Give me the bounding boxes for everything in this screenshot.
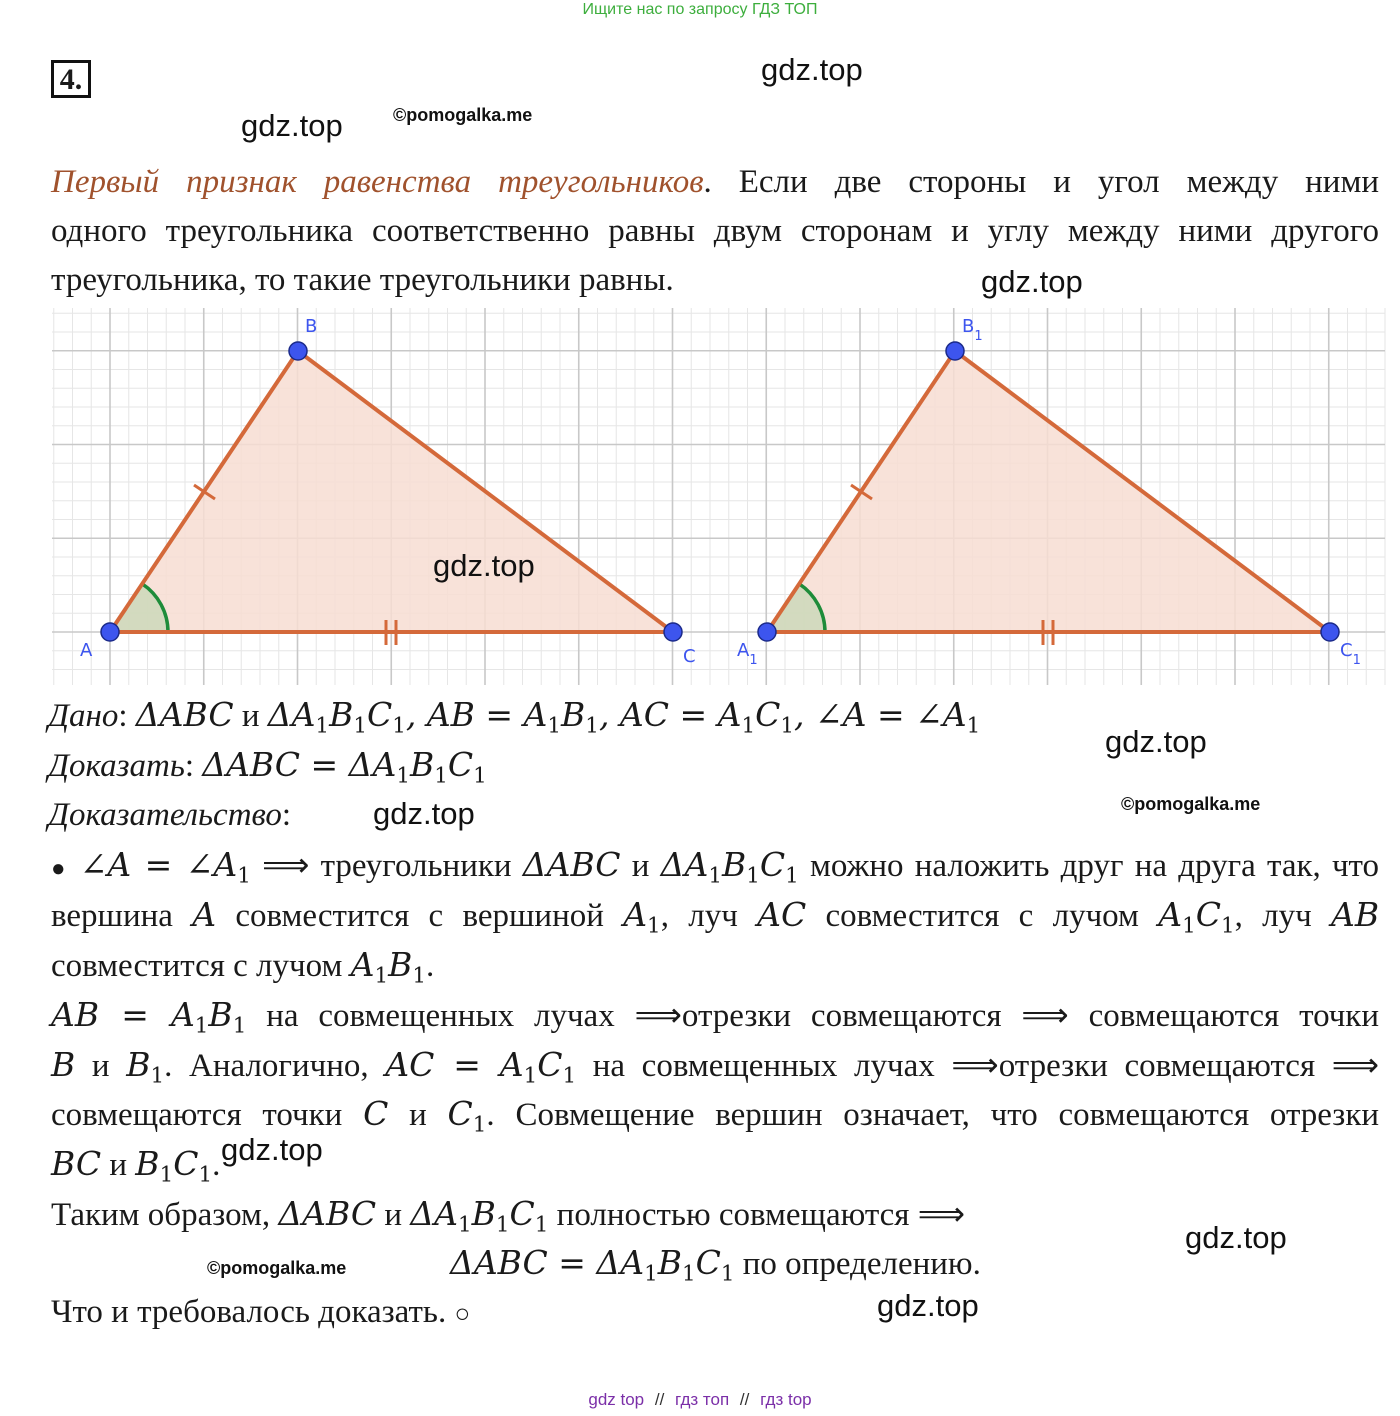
proof-line-1: ● ∠A = $\angle A_1$ ⟹ треугольники ΔABC и $\Delta A_1B_1C_1$ можно наложить друг на друга так, что [51, 845, 1380, 889]
left-triangle [80, 316, 696, 667]
point-a [101, 623, 119, 641]
task-number [51, 60, 91, 98]
top-banner[interactable]: Ищите нас по запросу ГДЗ ТОП [582, 1, 818, 18]
triangles-figure [0, 300, 1400, 690]
prove-line: Доказать: $\Delta ABC = \Delta A_1B_1C_1$ [48, 745, 487, 789]
proof-line-3: совместится с лучом $A_1B_1$. [51, 945, 435, 989]
task-number-label: 4. [59, 63, 83, 96]
theorem-line-3: треугольника, то такие треугольники равны. [51, 262, 674, 298]
watermark: gdz.top [221, 1132, 323, 1167]
footer-link-gdz-top-mixed[interactable]: гдз top [760, 1390, 812, 1409]
given-line: Дано: ΔABC и $\Delta A_1B_1C_1$, AB = $A_1B_1$, AC = $A_1C_1$, ∠A = $\angle A_1$ [48, 695, 981, 739]
proof-line-8: Таким образом, ΔABC и $\Delta A_1B_1C_1$ полностью совмещаются ⟹ [51, 1194, 966, 1238]
proof-label-line: Доказательство: [48, 797, 292, 833]
label-b1: $B_1$ [962, 316, 983, 344]
proof-conclusion: Что и требовалось доказать. ○ [51, 1294, 471, 1330]
footer-links: gdz top // гдз топ // гдз top [588, 1390, 812, 1409]
theorem-line-1: Первый признак равенства треугольников. Если две стороны и угол между ними [51, 164, 1379, 200]
right-triangle [737, 316, 1361, 668]
theorem-title: Первый признак равенства треугольников [51, 164, 704, 200]
watermark: gdz.top [373, 796, 475, 831]
proof-line-6: совмещаются точки C и $C_1$. Совмещение вершин означает, что совмещаются отрезки [51, 1094, 1380, 1138]
footer-link-gdz-top[interactable]: gdz top [588, 1390, 645, 1409]
watermark: gdz.top [1105, 724, 1207, 759]
watermark: gdz.top [761, 52, 863, 87]
label-b: B [305, 316, 318, 337]
proof-line-4: AB = $A_1B_1$ на совмещенных лучах ⟹отрезки совмещаются ⟹ совмещаются точки [51, 995, 1380, 1039]
label-a: A [80, 640, 93, 661]
label-c1: $C_1$ [1340, 640, 1361, 668]
watermark: gdz.top [433, 548, 535, 583]
proof-line-5: B и $B_1$. Аналогично, AC = $A_1C_1$ на совмещенных лучах ⟹отрезки совмещаются ⟹ [51, 1045, 1380, 1089]
label-c: C [683, 646, 696, 667]
point-b [289, 342, 307, 360]
point-a1 [758, 623, 776, 641]
point-c [664, 623, 682, 641]
triangle-a1b1c1-fill [767, 351, 1330, 632]
theorem-line-2: одного треугольника соответственно равны двум сторонам и углу между ними другого [51, 213, 1379, 249]
end-of-proof-icon: ○ [454, 1299, 471, 1328]
watermark: gdz.top [241, 108, 343, 143]
proof-line-7: BC и $B_1C_1$. [51, 1144, 221, 1188]
label-a1: $A_1$ [737, 640, 758, 668]
proof-line-2: вершина A совместится с вершиной $A_1$, луч AC совместится с лучом $A_1C_1$, луч AB [51, 895, 1380, 939]
point-c1 [1321, 623, 1339, 641]
watermark: gdz.top [1185, 1220, 1287, 1255]
copyright-mark: ©pomogalka.me [393, 105, 533, 125]
footer-link-gdz-top-ru[interactable]: гдз топ [675, 1390, 730, 1409]
point-b1 [946, 342, 964, 360]
watermark: gdz.top [981, 264, 1083, 299]
copyright-mark: ©pomogalka.me [1121, 794, 1261, 814]
proof-line-9: $\Delta ABC = \Delta A_1B_1C_1$ по определению. [450, 1243, 981, 1287]
copyright-mark: ©pomogalka.me [207, 1258, 347, 1278]
watermark: gdz.top [877, 1288, 979, 1323]
